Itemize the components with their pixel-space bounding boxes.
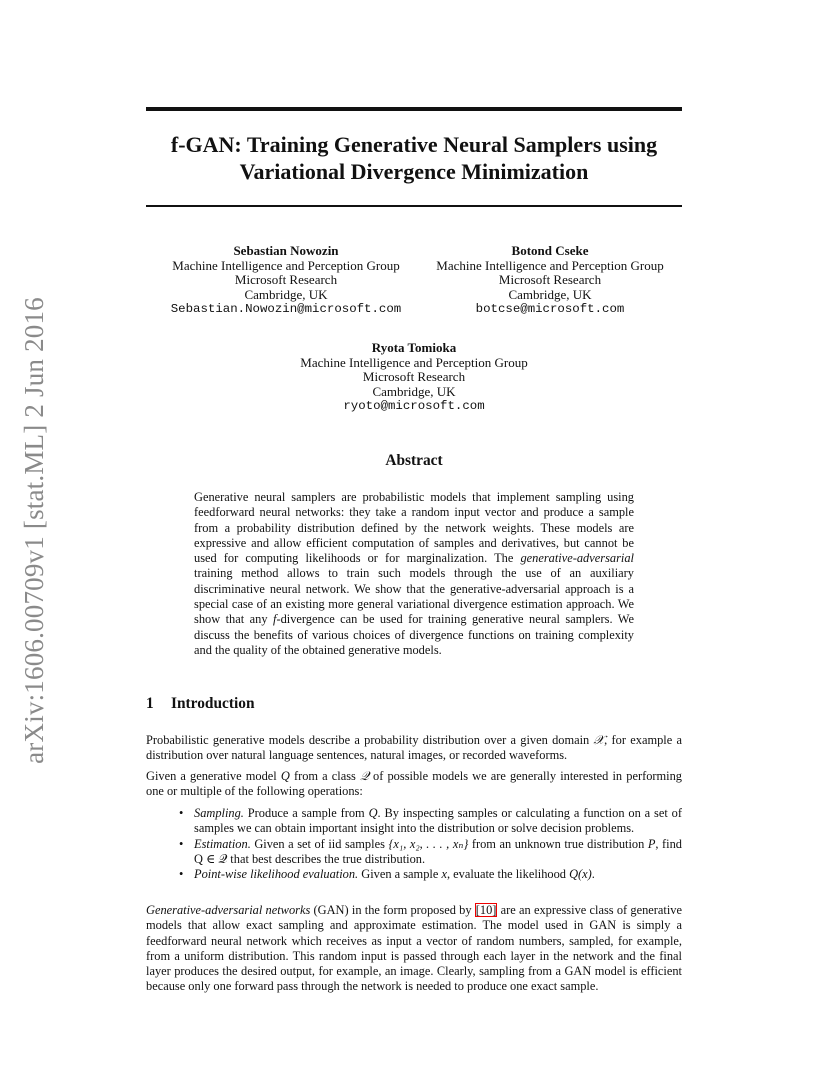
- operations-list: [178, 806, 682, 882]
- text-run: Probabilistic generative models describe a probability distribution over a given domain: [146, 733, 594, 747]
- abstract-text-part: -divergence can be used for training generative neural samplers. We discuss the benefits of various choices of divergence functions on training complexity and the quality of the obtained generative models.: [194, 612, 634, 657]
- abstract-text: [194, 490, 634, 658]
- author-name: Ryota Tomioka: [371, 340, 457, 355]
- arxiv-identifier-stamp: [6, 290, 62, 770]
- author-block-2: [420, 244, 680, 317]
- text-run: are an expressive class of generative models that allow exact sampling and approximate estimation. The model used in GAN is simply a feedforward neural network which receives as input a vector of random numbers, sampled, for example, from a uniform distribution. This random input is passed through each layer in the network and the final layer produces the desired output, for example, an image. Clearly, sampling from a GAN model is efficient because only one forward pass through the network is needed to produce one exact sample.: [146, 903, 682, 994]
- section-number: 1: [146, 695, 154, 712]
- author-location: Cambridge, UK: [508, 286, 592, 302]
- title-top-rule: [146, 107, 682, 111]
- author-location: Cambridge, UK: [244, 286, 328, 302]
- math-symbol: Q: [368, 806, 378, 820]
- text-run: Given a set of iid samples: [250, 836, 389, 851]
- abstract-text-part: Generative neural samplers are probabilistic models that implement sampling using feedforward neural networks: they take a random input vector and produce a sample from a probability distribution defined by the network weights. These models are expressive and allow efficient computation of samples and derivatives, but cannot be used for computing likelihoods or for marginalization. The: [194, 490, 634, 566]
- author-organization: Microsoft Research: [362, 369, 466, 385]
- text-run: .: [591, 867, 595, 882]
- author-block-1: [155, 244, 417, 317]
- math-symbol: x: [441, 867, 447, 882]
- text-run: from a class: [289, 769, 360, 783]
- text-run: (GAN) in the form proposed by: [310, 903, 475, 917]
- section-heading: [146, 694, 255, 714]
- author-name: Botond Cseke: [511, 243, 589, 258]
- bullet-icon: •: [179, 806, 184, 820]
- list-item: [178, 806, 682, 837]
- abstract-math: f: [272, 612, 277, 627]
- intro-paragraph-1: [146, 733, 682, 764]
- text-run: , find Q ∈ 𝒬 that best describes the true distribution.: [194, 836, 683, 866]
- term-emphasis: Generative-adversarial networks: [146, 903, 311, 917]
- author-organization: Microsoft Research: [234, 272, 338, 288]
- paper-title: [146, 131, 682, 185]
- paper-title-line-2: Variational Divergence Minimization: [239, 159, 589, 184]
- author-location: Cambridge, UK: [372, 383, 456, 399]
- abstract-text-part: training method allows to train such models through the use of an auxiliary discriminative neural network. We show that the generative-adversarial approach is a special case of an existing more general variational divergence estimation approach. We show that any: [194, 566, 634, 627]
- list-item-label: Estimation.: [194, 836, 251, 851]
- math-symbol: 𝒳: [593, 733, 605, 747]
- math-symbol: P: [647, 836, 656, 851]
- author-affiliation: Machine Intelligence and Perception Group: [300, 354, 528, 370]
- arxiv-identifier-text: arXiv:1606.00709v1 [stat.ML] 2 Jun 2016: [18, 296, 49, 764]
- intro-paragraph-2: [146, 769, 682, 800]
- list-item: [178, 837, 682, 868]
- list-item: [178, 867, 682, 882]
- math-symbol: Q: [280, 769, 290, 783]
- text-run: of possible models we are generally interested in performing one or multiple of the following operations:: [146, 769, 682, 799]
- abstract-heading: Abstract: [385, 452, 443, 469]
- author-block-3: [280, 341, 548, 414]
- list-item-label: Sampling.: [194, 806, 244, 820]
- author-email[interactable]: botcse@microsoft.com: [475, 302, 625, 317]
- author-affiliation: Machine Intelligence and Perception Group: [436, 257, 664, 273]
- text-run: . By inspecting samples or calculating a function on a set of samples we can obtain important insight into the distribution or solve decision problems.: [194, 806, 682, 836]
- paper-title-line-1: f-GAN: Training Generative Neural Samplers using: [170, 132, 658, 157]
- text-run: from an unknown true distribution: [468, 836, 648, 851]
- text-run: Produce a sample from: [243, 806, 369, 820]
- text-run: Given a sample: [358, 867, 442, 882]
- intro-paragraph-3: [146, 903, 682, 995]
- math-symbol: 𝒬: [360, 769, 369, 783]
- title-bottom-rule: [146, 205, 682, 207]
- author-email[interactable]: Sebastian.Nowozin@microsoft.com: [170, 302, 402, 317]
- text-run: , evaluate the likelihood: [446, 867, 570, 882]
- bullet-icon: •: [179, 867, 184, 882]
- math-symbol: {x₁, x₂, . . . , xₙ}: [388, 836, 469, 851]
- author-email[interactable]: ryoto@microsoft.com: [343, 399, 485, 414]
- author-name: Sebastian Nowozin: [233, 243, 339, 258]
- math-symbol: Q(x): [569, 867, 592, 882]
- text-run: , for example a distribution over natural language sentences, natural images, or recorded waveforms.: [146, 733, 682, 763]
- author-affiliation: Machine Intelligence and Perception Group: [172, 257, 400, 273]
- citation-link[interactable]: [10]: [475, 903, 497, 917]
- text-run: Given a generative model: [146, 769, 281, 783]
- list-item-label: Point-wise likelihood evaluation.: [194, 867, 359, 882]
- bullet-icon: •: [179, 836, 184, 851]
- author-organization: Microsoft Research: [498, 272, 602, 288]
- abstract-emphasis: generative-adversarial: [520, 551, 634, 566]
- section-title: Introduction: [171, 695, 255, 712]
